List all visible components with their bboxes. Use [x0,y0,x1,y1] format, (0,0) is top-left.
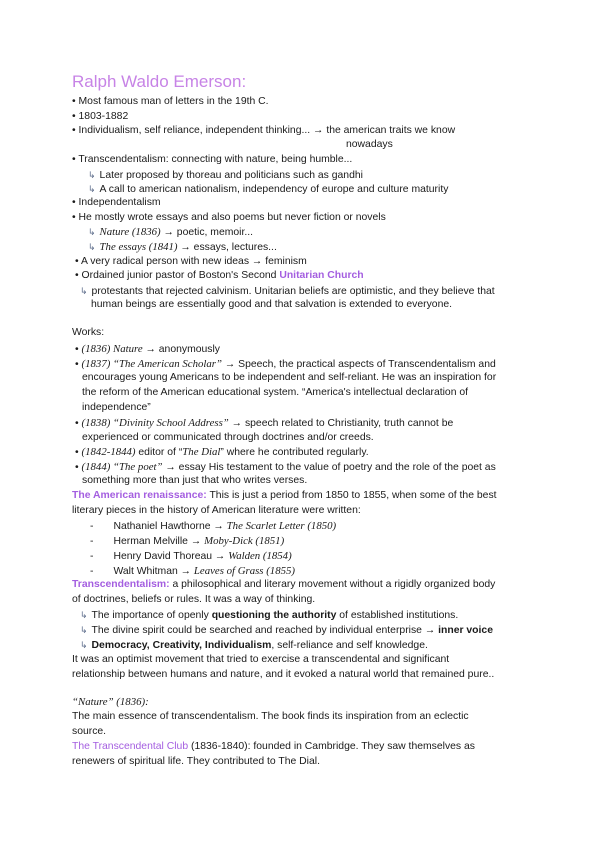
sub-bullet-item: ↳ The divine spirit could be searched and reached by individual enterprise → inner voice [80,625,493,636]
sub-arrow-icon: ↳ [88,184,96,194]
work-continuation: experienced or communicated through doctrines and/or creeds. [82,432,374,443]
bullet-item: • He mostly wrote essays and also poems but never fiction or novels [72,212,386,223]
bullet-item: • Individualism, self reliance, independent thinking... → the american traits we know [72,125,456,136]
bullet-continuation: nowadays [346,139,393,150]
sub-arrow-icon: ↳ [88,170,96,180]
paragraph-continuation: source. [72,726,107,737]
author-list-item: - Walt Whitman → Leaves of Grass (1855) [90,565,295,577]
renaissance-paragraph-continuation: literary pieces in the history of American literature were written: [72,505,361,516]
sub-arrow-icon: ↳ [88,227,96,237]
paragraph-continuation: relationship between humans and nature, and it evoked a natural world that remained pure.. [72,669,495,680]
sub-bullet-item: ↳ Democracy, Creativity, Individualism, self-reliance and self knowledge. [80,640,428,651]
sub-arrow-icon: ↳ [88,242,96,252]
work-continuation: encourages young Americans to be independent and self-reliant. He was an inspiration for [82,372,497,383]
author-list-item: - Henry David Thoreau → Walden (1854) [90,550,292,562]
transcendentalism-paragraph: Transcendentalism: a philosophical and literary movement without a rigidly organized body [72,579,496,590]
paragraph: The main essence of transcendentalism. The book finds its inspiration from an eclectic [72,711,469,722]
bullet-item: • Transcendentalism: connecting with nature, being humble... [72,154,353,165]
work-continuation: something more than just that who writes verses. [82,475,308,486]
bullet-item: • A very radical person with new ideas → feminism [75,256,307,267]
sub-arrow-icon: ↳ [80,286,88,296]
work-item: • (1844) “The poet” → essay His testament to the value of poetry and the role of the poet as [75,461,496,473]
bullet-item: • Most famous man of letters in the 19th C. [72,96,269,107]
section-heading-works: Works: [72,327,105,338]
bullet-item: • 1803-1882 [72,111,129,122]
renaissance-paragraph: The American renaissance: This is just a period from 1850 to 1855, when some of the best [72,490,497,501]
sub-bullet-item: ↳ Later proposed by thoreau and politicians such as gandhi [88,170,363,181]
club-paragraph-continuation: renewers of spiritual life. They contributed to The Dial. [72,756,320,767]
paragraph: It was an optimist movement that tried to exercise a transcendental and significant [72,654,450,665]
work-continuation: independence” [82,402,151,413]
sub-bullet-item: ↳ A call to american nationalism, independency of europe and culture maturity [88,184,449,195]
work-item: • (1838) “Divinity School Address” → speech related to Christianity, truth cannot be [75,417,454,429]
sub-arrow-icon: ↳ [80,640,88,650]
page-title: Ralph Waldo Emerson: [72,72,247,91]
bullet-item: • Independentalism [72,197,161,208]
club-paragraph: The Transcendental Club (1836-1840): founded in Cambridge. They saw themselves as [72,741,475,752]
sub-bullet-item: ↳ Nature (1836) → poetic, memoir... [88,226,254,238]
sub-bullet-item: ↳ protestants that rejected calvinism. Unitarian beliefs are optimistic, and they believe that [80,286,495,297]
work-item: • (1836) Nature → anonymously [75,343,220,355]
work-item: • (1837) “The American Scholar” → Speech, the practical aspects of Transcendentalism and [75,358,496,370]
author-list-item: - Nathaniel Hawthorne → The Scarlet Letter (1850) [90,520,337,532]
sub-bullet-continuation: human beings are essentially good and that salvation is extended to everyone. [91,299,453,310]
bullet-item: • Ordained junior pastor of Boston's Second Unitarian Church [75,270,364,281]
sub-arrow-icon: ↳ [80,625,88,635]
work-item: • (1842-1844) editor of “The Dial” where he contributed regularly. [75,446,369,458]
author-list-item: - Herman Melville → Moby-Dick (1851) [90,535,285,547]
sub-arrow-icon: ↳ [80,610,88,620]
sub-bullet-item: ↳ The importance of openly questioning the authority of established institutions. [80,610,459,621]
sub-bullet-item: ↳ The essays (1841) → essays, lectures... [88,241,277,253]
section-heading-nature: “Nature” (1836): [72,696,149,708]
work-continuation: the reform of the American educational system. “America's intellectual declaration of [82,387,469,398]
transcendentalism-paragraph-continuation: of doctrines, beliefs or rules. It was a way of thinking. [72,594,316,605]
